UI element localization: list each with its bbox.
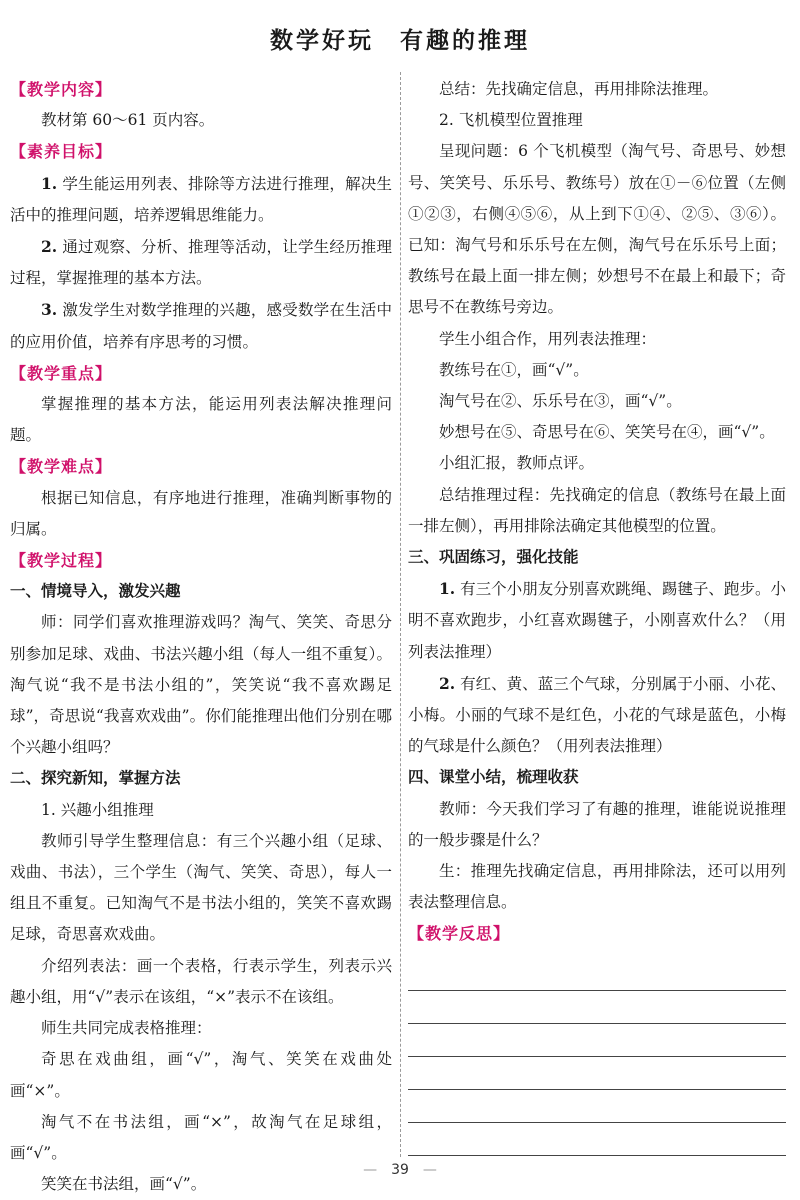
section-2-subtitle-2: 2. 飞机模型位置推理 [439, 111, 583, 130]
reflection-line [408, 1090, 786, 1123]
section-2-title: 二、探究新知，掌握方法 [10, 769, 181, 788]
goal-2-number: 2. [41, 237, 58, 257]
left-column [10, 74, 392, 1200]
goal-3 [10, 294, 392, 357]
step-2: 淘气号在②、乐乐号在③，画“√”。 [439, 392, 682, 411]
page-number: — 39 — [363, 1162, 437, 1178]
section-4-title: 四、课堂小结，梳理收获 [408, 768, 579, 787]
heading-difficulty: 【教学难点】 [10, 457, 113, 477]
column-divider [400, 72, 401, 1157]
heading-key-point: 【教学重点】 [10, 363, 113, 383]
problem-statement: 呈现问题：6 个飞机模型（淘气号、奇思号、妙想号、笑笑号、乐乐号、教练号）放在①－⑥位置（左侧①②③，右侧④⑤⑥，从上到下①④、②⑤、③⑥）。已知：淘气号和乐乐号在左侧，淘气号在乐乐号上面；教练号在最上面一排左侧；妙想号不在最上和最下；奇思号不在教练号旁边。 [408, 142, 786, 317]
exercise-2-number: 2. [439, 673, 456, 693]
goal-1-text: 学生能运用列表、排除等方法进行推理，解决生活中的推理问题，培养逻辑思维能力。 [10, 174, 392, 224]
key-point-text: 掌握推理的基本方法，能运用列表法解决推理问题。 [10, 395, 392, 445]
section-2-subtitle-1: 1. 兴趣小组推理 [41, 800, 154, 819]
heading-reflection: 【教学反思】 [408, 924, 511, 944]
summary-1: 总结：先找确定信息，再用排除法推理。 [439, 80, 719, 98]
section-2-paragraph-5: 淘气不在书法组，画“×”，故淘气在足球组，画“√”。 [10, 1112, 392, 1162]
section-2-paragraph-1: 教师引导学生整理信息：有三个兴趣小组（足球、戏曲、书法），三个学生（淘气、笑笑、奇思），每人一组且不重复。已知淘气不是书法小组的，笑笑不喜欢踢足球，奇思喜欢戏曲。 [10, 831, 392, 944]
section-1-paragraph: 师：同学们喜欢推理游戏吗？淘气、笑笑、奇思分别参加足球、戏曲、书法兴趣小组（每人一组不重复）。淘气说“我不是书法小组的”，笑笑说“我不喜欢踢足球”，奇思说“我喜欢戏曲”。你们能推理出他们分别在哪个兴趣小组吗？ [10, 613, 392, 757]
heading-goals: 【素养目标】 [10, 142, 113, 162]
heading-process: 【教学过程】 [10, 551, 113, 571]
exercise-2-text: 有红、黄、蓝三个气球，分别属于小丽、小花、小梅。小丽的气球不是红色，小花的气球是蓝色，小梅的气球是什么颜色？（用列表法推理） [408, 674, 786, 756]
goal-3-text: 激发学生对数学推理的兴趣，感受数学在生活中的应用价值，培养有序思考的习惯。 [10, 301, 392, 351]
goal-2 [10, 231, 392, 294]
exercise-2 [408, 668, 786, 763]
page-title: 数学好玩 有趣的推理 [270, 27, 530, 54]
reflection-line [408, 1057, 786, 1090]
group-work: 学生小组合作，用列表法推理： [439, 329, 657, 348]
goal-1-number: 1. [41, 173, 58, 193]
reflection-line [408, 958, 786, 991]
reflection-line [408, 1123, 786, 1156]
right-column [408, 74, 786, 1156]
step-3: 妙想号在⑤、奇思号在⑥、笑笑号在④，画“√”。 [439, 423, 775, 442]
reflection-lines [408, 958, 786, 1156]
exercise-1 [408, 573, 786, 668]
goal-1 [10, 168, 392, 231]
difficulty-text: 根据已知信息，有序地进行推理，准确判断事物的归属。 [10, 488, 392, 538]
exercise-1-number: 1. [439, 579, 456, 599]
section-2-paragraph-3: 师生共同完成表格推理： [41, 1019, 212, 1038]
student-answer: 生：推理先找确定信息，再用排除法，还可以用列表法整理信息。 [408, 862, 786, 912]
section-2-paragraph-2: 介绍列表法：画一个表格，行表示学生，列表示兴趣小组，用“√”表示在该组，“×”表示不在该组。 [10, 956, 392, 1006]
teacher-question: 教师：今天我们学习了有趣的推理，谁能说说推理的一般步骤是什么？ [408, 799, 786, 849]
summary-2: 总结推理过程：先找确定的信息（教练号在最上面一排左侧），再用排除法确定其他模型的位置。 [408, 485, 786, 535]
teaching-content-text: 教材第 60～61 页内容。 [41, 111, 215, 130]
section-2-paragraph-6: 笑笑在书法组，画“√”。 [41, 1175, 207, 1194]
goal-3-number: 3. [41, 300, 58, 320]
section-3-title: 三、巩固练习，强化技能 [408, 548, 579, 567]
reflection-line [408, 991, 786, 1024]
step-1: 教练号在①，画“√”。 [439, 360, 589, 379]
group-report: 小组汇报，教师点评。 [439, 454, 595, 473]
section-1-title: 一、情境导入，激发兴趣 [10, 582, 181, 601]
exercise-1-text: 有三个小朋友分别喜欢跳绳、踢毽子、跑步。小明不喜欢跑步，小红喜欢踢毽子，小刚喜欢什么？（用列表法推理） [408, 580, 786, 661]
goal-2-text: 通过观察、分析、推理等活动，让学生经历推理过程，掌握推理的基本方法。 [10, 238, 392, 288]
reflection-line [408, 1024, 786, 1057]
heading-teaching-content: 【教学内容】 [10, 80, 113, 99]
section-2-paragraph-4: 奇思在戏曲组，画“√”，淘气、笑笑在戏曲处画“×”。 [10, 1050, 392, 1100]
page-number-value: 39 [391, 1162, 409, 1178]
